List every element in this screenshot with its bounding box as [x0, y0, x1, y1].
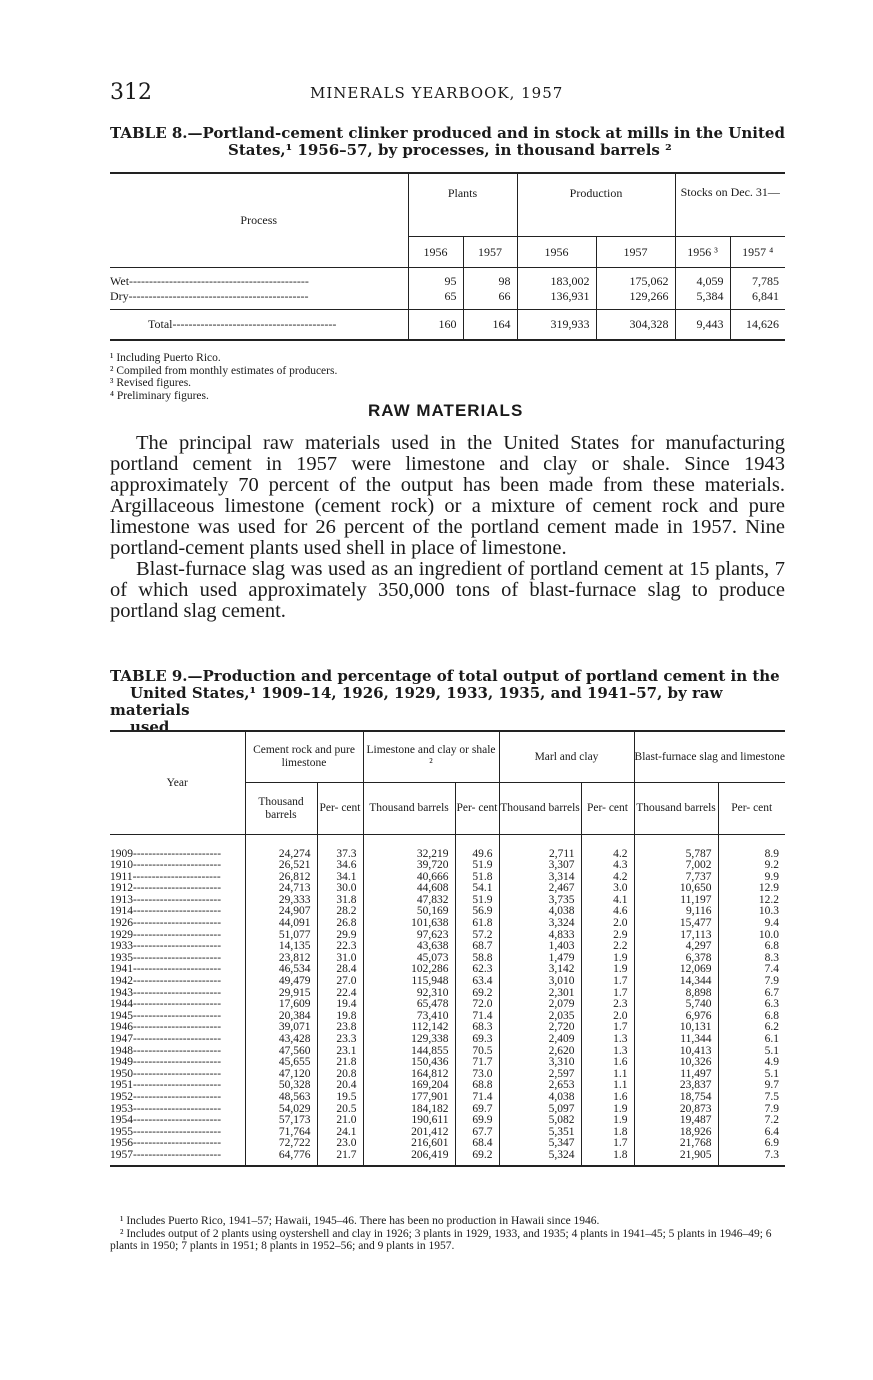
group-limestone-clay: Limestone and clay or shale ²	[363, 731, 499, 783]
percent-cell: 4.2	[581, 849, 634, 861]
thousand-cell: 11,497	[634, 1069, 718, 1081]
thousand-cell: 190,611	[363, 1115, 455, 1127]
thousand-cell: 3,314	[499, 872, 581, 884]
year-cell: 1950-----------------------	[110, 1068, 222, 1080]
percent-cell: 2.0	[581, 1011, 634, 1023]
percent-cell: 69.3	[455, 1034, 499, 1046]
thousand-cell: 5,351	[499, 1127, 581, 1139]
year-header: 1957	[463, 237, 517, 268]
percent-cell: 71.4	[455, 1011, 499, 1023]
thousand-cell: 15,477	[634, 918, 718, 930]
year-cell: 1951-----------------------	[110, 1080, 222, 1092]
year-cell: 1926-----------------------	[110, 918, 222, 930]
thousand-cell: 3,310	[499, 1057, 581, 1069]
body-text	[110, 433, 785, 622]
year-header: 1956	[517, 237, 596, 268]
thousand-cell: 47,120	[245, 1069, 317, 1081]
thousand-cell: 6,378	[634, 953, 718, 965]
percent-cell: 1.1	[581, 1069, 634, 1081]
thousand-cell: 48,563	[245, 1092, 317, 1104]
year-cell: 1909-----------------------	[110, 848, 222, 860]
percent-cell: 8.3	[718, 953, 785, 965]
percent-cell: 1.9	[581, 1104, 634, 1116]
year-cell: 1911-----------------------	[110, 871, 221, 883]
sub-percent: Per- cent	[718, 783, 785, 835]
thousand-cell: 144,855	[363, 1046, 455, 1058]
thousand-cell: 206,419	[363, 1150, 455, 1162]
col-stocks: Stocks on Dec. 31—	[675, 173, 785, 237]
year-cell: 1943-----------------------	[110, 987, 222, 999]
percent-cell: 20.8	[317, 1069, 363, 1081]
thousand-cell: 49,479	[245, 976, 317, 988]
percent-cell: 28.4	[317, 964, 363, 976]
percent-cell: 57.2	[455, 930, 499, 942]
percent-cell: 34.6	[317, 860, 363, 872]
year-cell: 1955-----------------------	[110, 1126, 222, 1138]
year-cell: 1948-----------------------	[110, 1045, 222, 1057]
thousand-cell: 32,219	[363, 849, 455, 861]
percent-cell: 23.0	[317, 1138, 363, 1150]
year-cell: 1949-----------------------	[110, 1057, 222, 1069]
thousand-cell: 45,073	[363, 953, 455, 965]
percent-cell: 23.8	[317, 1022, 363, 1034]
percent-cell: 69.2	[455, 1150, 499, 1162]
thousand-cell: 14,135	[245, 941, 317, 953]
year-cell: 1910-----------------------	[110, 860, 222, 872]
sub-thousand: Thousand barrels	[363, 783, 455, 835]
year-cell: 1952-----------------------	[110, 1091, 222, 1103]
thousand-cell: 97,623	[363, 930, 455, 942]
percent-cell: 4.9	[718, 1057, 785, 1069]
thousand-cell: 2,035	[499, 1011, 581, 1023]
thousand-cell: 201,412	[363, 1127, 455, 1139]
percent-cell: 3.0	[581, 883, 634, 895]
thousand-cell: 5,324	[499, 1150, 581, 1162]
percent-cell: 29.9	[317, 930, 363, 942]
year-cell: 1942-----------------------	[110, 976, 222, 988]
thousand-cell: 47,560	[245, 1046, 317, 1058]
group-marl-clay: Marl and clay	[499, 731, 634, 783]
percent-cell: 8.9	[718, 849, 785, 861]
percent-cell: 10.3	[718, 906, 785, 918]
thousand-cell: 102,286	[363, 964, 455, 976]
thousand-cell: 4,038	[499, 1092, 581, 1104]
percent-cell: 6.9	[718, 1138, 785, 1150]
percent-cell: 61.8	[455, 918, 499, 930]
thousand-cell: 54,029	[245, 1104, 317, 1116]
table9	[110, 730, 785, 1167]
percent-cell: 7.9	[718, 976, 785, 988]
percent-cell: 9.7	[718, 1080, 785, 1092]
thousand-cell: 24,274	[245, 849, 317, 861]
table8	[110, 172, 785, 341]
percent-cell: 28.2	[317, 906, 363, 918]
thousand-cell: 2,597	[499, 1069, 581, 1081]
percent-cell: 6.1	[718, 1034, 785, 1046]
col-process: Process	[110, 173, 408, 268]
table-row	[110, 1150, 785, 1162]
percent-cell: 1.3	[581, 1046, 634, 1058]
percent-cell: 1.9	[581, 964, 634, 976]
thousand-cell: 43,638	[363, 941, 455, 953]
percent-cell: 2.2	[581, 941, 634, 953]
col-year: Year	[110, 731, 245, 835]
table-row	[110, 1034, 785, 1046]
percent-cell: 31.0	[317, 953, 363, 965]
percent-cell: 1.7	[581, 988, 634, 1000]
percent-cell: 6.4	[718, 1127, 785, 1139]
percent-cell: 68.8	[455, 1080, 499, 1092]
percent-cell: 62.3	[455, 964, 499, 976]
table-row	[110, 860, 785, 872]
thousand-cell: 115,948	[363, 976, 455, 988]
thousand-cell: 11,344	[634, 1034, 718, 1046]
thousand-cell: 12,069	[634, 964, 718, 976]
percent-cell: 73.0	[455, 1069, 499, 1081]
percent-cell: 6.3	[718, 999, 785, 1011]
percent-cell: 19.8	[317, 1011, 363, 1023]
thousand-cell: 57,173	[245, 1115, 317, 1127]
thousand-cell: 39,720	[363, 860, 455, 872]
thousand-cell: 1,403	[499, 941, 581, 953]
percent-cell: 9.4	[718, 918, 785, 930]
percent-cell: 21.7	[317, 1150, 363, 1162]
thousand-cell: 20,873	[634, 1104, 718, 1116]
thousand-cell: 5,082	[499, 1115, 581, 1127]
percent-cell: 2.0	[581, 918, 634, 930]
thousand-cell: 26,812	[245, 872, 317, 884]
year-cell: 1954-----------------------	[110, 1115, 222, 1127]
year-cell: 1957-----------------------	[110, 1149, 222, 1161]
year-cell: 1956-----------------------	[110, 1138, 222, 1150]
thousand-cell: 18,754	[634, 1092, 718, 1104]
percent-cell: 4.6	[581, 906, 634, 918]
thousand-cell: 1,479	[499, 953, 581, 965]
thousand-cell: 216,601	[363, 1138, 455, 1150]
percent-cell: 7.2	[718, 1115, 785, 1127]
percent-cell: 2.9	[581, 930, 634, 942]
percent-cell: 70.5	[455, 1046, 499, 1058]
percent-cell: 19.4	[317, 999, 363, 1011]
percent-cell: 21.8	[317, 1057, 363, 1069]
group-cement-rock: Cement rock and pure limestone	[245, 731, 363, 783]
year-cell: 1912-----------------------	[110, 883, 222, 895]
year-cell: 1953-----------------------	[110, 1103, 222, 1115]
percent-cell: 69.7	[455, 1104, 499, 1116]
percent-cell: 20.5	[317, 1104, 363, 1116]
percent-cell: 68.4	[455, 1138, 499, 1150]
table8-footnotes: ¹ Including Puerto Rico. ² Compiled from monthly estimates of producers. ³ Revised figures. ⁴ Preliminary figures.	[110, 352, 338, 402]
percent-cell: 31.8	[317, 895, 363, 907]
table-row	[110, 976, 785, 988]
percent-cell: 27.0	[317, 976, 363, 988]
thousand-cell: 73,410	[363, 1011, 455, 1023]
thousand-cell: 2,620	[499, 1046, 581, 1058]
thousand-cell: 7,737	[634, 872, 718, 884]
thousand-cell: 112,142	[363, 1022, 455, 1034]
percent-cell: 71.4	[455, 1092, 499, 1104]
percent-cell: 24.1	[317, 1127, 363, 1139]
percent-cell: 1.7	[581, 1022, 634, 1034]
percent-cell: 4.3	[581, 860, 634, 872]
sub-percent: Per- cent	[317, 783, 363, 835]
percent-cell: 7.4	[718, 964, 785, 976]
thousand-cell: 44,608	[363, 883, 455, 895]
percent-cell: 22.4	[317, 988, 363, 1000]
table-row: Dry--------------------------------------------- 65 66 136,931 129,266 5,384 6,841	[110, 289, 785, 304]
thousand-cell: 24,713	[245, 883, 317, 895]
percent-cell: 51.9	[455, 860, 499, 872]
thousand-cell: 6,976	[634, 1011, 718, 1023]
year-header: 1956 ³	[675, 237, 730, 268]
table-row	[110, 1115, 785, 1127]
percent-cell: 5.1	[718, 1046, 785, 1058]
thousand-cell: 14,344	[634, 976, 718, 988]
percent-cell: 69.9	[455, 1115, 499, 1127]
sub-thousand: Thousand barrels	[634, 783, 718, 835]
thousand-cell: 150,436	[363, 1057, 455, 1069]
thousand-cell: 46,534	[245, 964, 317, 976]
year-cell: 1947-----------------------	[110, 1034, 222, 1045]
thousand-cell: 101,638	[363, 918, 455, 930]
thousand-cell: 20,384	[245, 1011, 317, 1023]
percent-cell: 7.5	[718, 1092, 785, 1104]
page-number: 312	[110, 80, 152, 105]
thousand-cell: 72,722	[245, 1138, 317, 1150]
percent-cell: 63.4	[455, 976, 499, 988]
thousand-cell: 10,326	[634, 1057, 718, 1069]
year-cell: 1945-----------------------	[110, 1010, 222, 1022]
thousand-cell: 10,131	[634, 1022, 718, 1034]
page-header	[110, 80, 785, 110]
thousand-cell: 169,204	[363, 1080, 455, 1092]
table8-title: TABLE 8.—Portland-cement clinker produced and in stock at mills in the United States,¹ 1956–57, by processes, in thousand barrels ²	[110, 124, 785, 159]
table9-body	[110, 849, 785, 1162]
percent-cell: 22.3	[317, 941, 363, 953]
percent-cell: 34.1	[317, 872, 363, 884]
percent-cell: 67.7	[455, 1127, 499, 1139]
thousand-cell: 40,666	[363, 872, 455, 884]
percent-cell: 1.1	[581, 1080, 634, 1092]
percent-cell: 1.3	[581, 1034, 634, 1046]
year-cell: 1913-----------------------	[110, 894, 222, 906]
year-header: 1957 ⁴	[730, 237, 785, 268]
year-cell: 1933-----------------------	[110, 941, 222, 953]
thousand-cell: 11,197	[634, 895, 718, 907]
thousand-cell: 50,169	[363, 906, 455, 918]
percent-cell: 37.3	[317, 849, 363, 861]
thousand-cell: 2,711	[499, 849, 581, 861]
thousand-cell: 24,907	[245, 906, 317, 918]
thousand-cell: 23,812	[245, 953, 317, 965]
thousand-cell: 23,837	[634, 1080, 718, 1092]
percent-cell: 30.0	[317, 883, 363, 895]
thousand-cell: 39,071	[245, 1022, 317, 1034]
percent-cell: 4.2	[581, 872, 634, 884]
thousand-cell: 2,653	[499, 1080, 581, 1092]
year-cell: 1914-----------------------	[110, 906, 222, 918]
thousand-cell: 26,521	[245, 860, 317, 872]
col-plants: Plants	[408, 173, 517, 237]
total-row: Total----------------------------------------- 160 164 319,933 304,328 9,443 14,626	[110, 310, 785, 340]
table9-footnotes: ¹ Includes Puerto Rico, 1941–57; Hawaii, 1945–46. There has been no production in Hawaii since 1946. ² Includes output of 2 plants using oystershell and clay in 1926; 3 plants in 1929, 1933, and 1935; 4 plants in 1941–45; 5 plants in 1946–49; 6 plants in 1950; 7 plants in 1951; 8 plants in 1952–56; and 9 plants in 1957.	[110, 1215, 772, 1252]
year-cell: 1946-----------------------	[110, 1022, 222, 1034]
percent-cell: 49.6	[455, 849, 499, 861]
thousand-cell: 2,720	[499, 1022, 581, 1034]
thousand-cell: 17,609	[245, 999, 317, 1011]
thousand-cell: 21,768	[634, 1138, 718, 1150]
thousand-cell: 9,116	[634, 906, 718, 918]
table-row: Wet--------------------------------------------- 95 98 183,002 175,062 4,059 7,785	[110, 274, 785, 289]
year-header: 1957	[596, 237, 675, 268]
percent-cell: 51.9	[455, 895, 499, 907]
thousand-cell: 2,301	[499, 988, 581, 1000]
thousand-cell: 45,655	[245, 1057, 317, 1069]
thousand-cell: 44,091	[245, 918, 317, 930]
percent-cell: 1.7	[581, 976, 634, 988]
thousand-cell: 92,310	[363, 988, 455, 1000]
percent-cell: 20.4	[317, 1080, 363, 1092]
year-cell: 1935-----------------------	[110, 952, 222, 964]
percent-cell: 6.8	[718, 941, 785, 953]
thousand-cell: 64,776	[245, 1150, 317, 1162]
sub-thousand: Thousand barrels	[499, 783, 581, 835]
percent-cell: 51.8	[455, 872, 499, 884]
thousand-cell: 10,413	[634, 1046, 718, 1058]
percent-cell: 1.6	[581, 1057, 634, 1069]
percent-cell: 69.2	[455, 988, 499, 1000]
percent-cell: 1.9	[581, 1115, 634, 1127]
thousand-cell: 5,347	[499, 1138, 581, 1150]
thousand-cell: 184,182	[363, 1104, 455, 1116]
thousand-cell: 5,787	[634, 849, 718, 861]
percent-cell: 72.0	[455, 999, 499, 1011]
sub-thousand: Thousand barrels	[245, 783, 317, 835]
thousand-cell: 43,428	[245, 1034, 317, 1046]
percent-cell: 54.1	[455, 883, 499, 895]
percent-cell: 68.7	[455, 941, 499, 953]
percent-cell: 4.1	[581, 895, 634, 907]
paragraph: Blast-furnace slag was used as an ingredient of portland cement at 15 plants, 7 of which used approximately 350,000 tons of blast-furnace slag to produce portland slag cement.	[110, 558, 785, 622]
thousand-cell: 10,650	[634, 883, 718, 895]
percent-cell: 21.0	[317, 1115, 363, 1127]
thousand-cell: 47,832	[363, 895, 455, 907]
thousand-cell: 29,915	[245, 988, 317, 1000]
thousand-cell: 4,833	[499, 930, 581, 942]
thousand-cell: 164,812	[363, 1069, 455, 1081]
group-blast-furnace: Blast-furnace slag and limestone	[634, 731, 785, 783]
thousand-cell: 2,079	[499, 999, 581, 1011]
percent-cell: 5.1	[718, 1069, 785, 1081]
thousand-cell: 71,764	[245, 1127, 317, 1139]
percent-cell: 19.5	[317, 1092, 363, 1104]
percent-cell: 12.9	[718, 883, 785, 895]
percent-cell: 12.2	[718, 895, 785, 907]
thousand-cell: 8,898	[634, 988, 718, 1000]
thousand-cell: 2,467	[499, 883, 581, 895]
thousand-cell: 177,901	[363, 1092, 455, 1104]
thousand-cell: 5,740	[634, 999, 718, 1011]
thousand-cell: 29,333	[245, 895, 317, 907]
year-cell: 1944-----------------------	[110, 999, 222, 1011]
thousand-cell: 17,113	[634, 930, 718, 942]
percent-cell: 1.7	[581, 1138, 634, 1150]
thousand-cell: 65,478	[363, 999, 455, 1011]
thousand-cell: 7,002	[634, 860, 718, 872]
percent-cell: 71.7	[455, 1057, 499, 1069]
thousand-cell: 2,409	[499, 1034, 581, 1046]
percent-cell: 1.8	[581, 1127, 634, 1139]
thousand-cell: 5,097	[499, 1104, 581, 1116]
percent-cell: 6.8	[718, 1011, 785, 1023]
sub-percent: Per- cent	[581, 783, 634, 835]
percent-cell: 1.8	[581, 1150, 634, 1162]
sub-percent: Per- cent	[455, 783, 499, 835]
percent-cell: 7.9	[718, 1104, 785, 1116]
percent-cell: 23.1	[317, 1046, 363, 1058]
thousand-cell: 19,487	[634, 1115, 718, 1127]
percent-cell: 9.9	[718, 872, 785, 884]
thousand-cell: 3,010	[499, 976, 581, 988]
percent-cell: 23.3	[317, 1034, 363, 1046]
year-cell: 1941-----------------------	[110, 964, 222, 976]
thousand-cell: 50,328	[245, 1080, 317, 1092]
table9-title: TABLE 9.—Production and percentage of total output of portland cement in the United States,¹ 1909–14, 1926, 1929, 1933, 1935, and 1941–57, by raw materials used	[110, 667, 780, 736]
thousand-cell: 3,324	[499, 918, 581, 930]
thousand-cell: 3,307	[499, 860, 581, 872]
year-cell: 1929-----------------------	[110, 929, 222, 941]
running-head: MINERALS YEARBOOK, 1957	[310, 84, 564, 102]
percent-cell: 56.9	[455, 906, 499, 918]
percent-cell: 1.9	[581, 953, 634, 965]
percent-cell: 6.2	[718, 1022, 785, 1034]
table-row	[110, 1092, 785, 1104]
thousand-cell: 4,297	[634, 941, 718, 953]
thousand-cell: 3,735	[499, 895, 581, 907]
thousand-cell: 4,038	[499, 906, 581, 918]
thousand-cell: 51,077	[245, 930, 317, 942]
percent-cell: 26.8	[317, 918, 363, 930]
percent-cell: 9.2	[718, 860, 785, 872]
percent-cell: 68.3	[455, 1022, 499, 1034]
thousand-cell: 21,905	[634, 1150, 718, 1162]
year-header: 1956	[408, 237, 463, 268]
table-row	[110, 918, 785, 930]
col-production: Production	[517, 173, 675, 237]
paragraph: The principal raw materials used in the United States for manufacturing portland cement in 1957 were limestone and clay or shale. Since 1943 approximately 70 percent of the output has been made from these materials. Argillaceous limestone (cement rock) or a mixture of cement rock and pure limestone was used for 26 percent of the portland cement made in 1957. Nine portland-cement plants used shell in place of limestone.	[110, 432, 785, 559]
percent-cell: 58.8	[455, 953, 499, 965]
percent-cell: 6.7	[718, 988, 785, 1000]
percent-cell: 1.6	[581, 1092, 634, 1104]
percent-cell: 2.3	[581, 999, 634, 1011]
percent-cell: 10.0	[718, 930, 785, 942]
thousand-cell: 3,142	[499, 964, 581, 976]
section-title: RAW MATERIALS	[368, 401, 524, 420]
thousand-cell: 129,338	[363, 1034, 455, 1046]
thousand-cell: 18,926	[634, 1127, 718, 1139]
percent-cell: 7.3	[718, 1150, 785, 1162]
